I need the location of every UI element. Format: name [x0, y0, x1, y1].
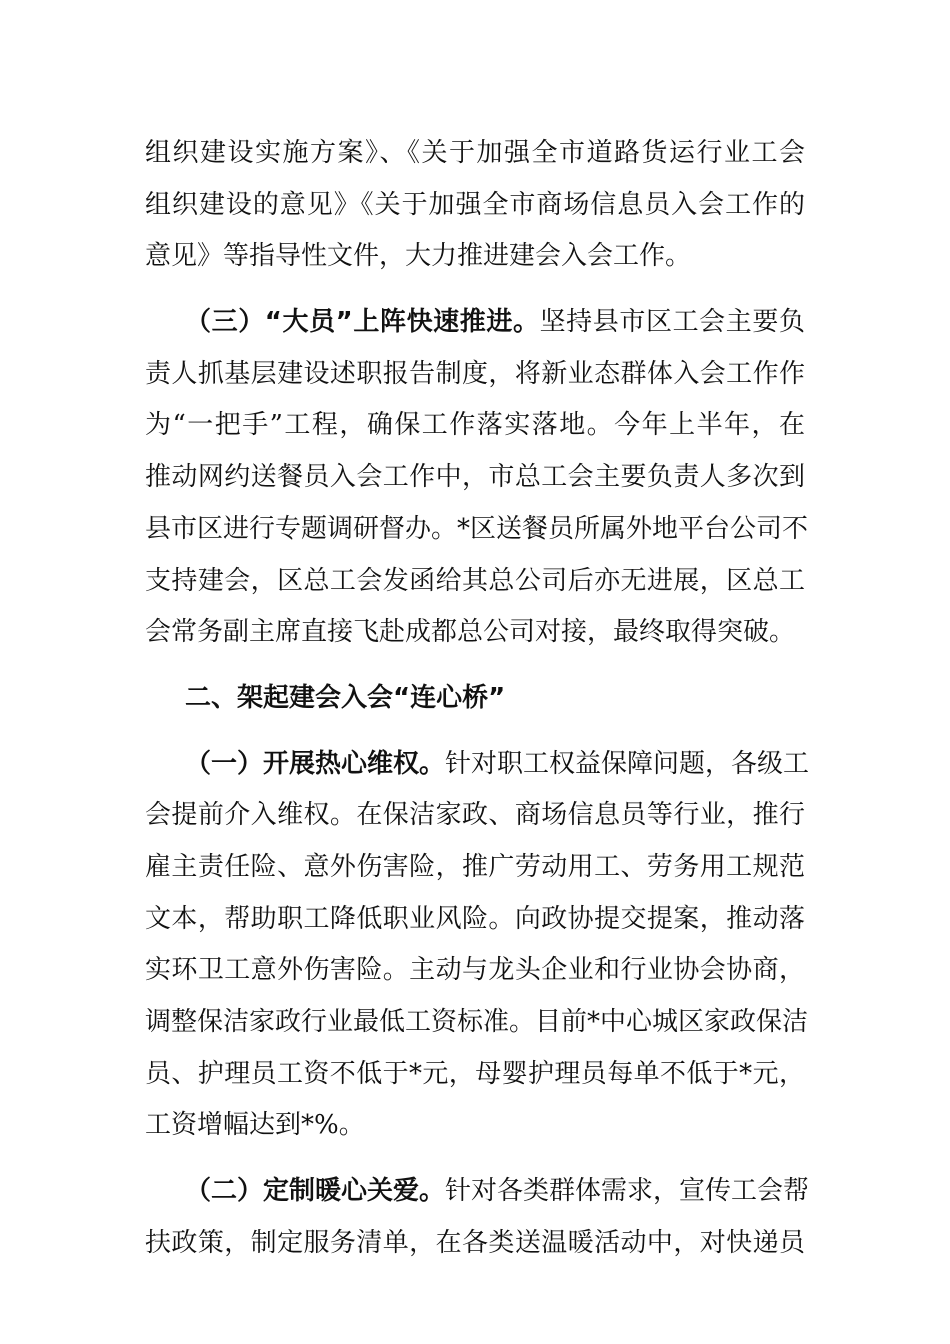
- paragraph-heading: （一）开展热心维权。: [185, 748, 446, 779]
- paragraph-heading: （二）定制暖心关爱。: [185, 1176, 446, 1207]
- text-run: 针对各类群体需求，宣传工会帮: [445, 1176, 810, 1207]
- text-line: 扶政策，制定服务清单，在各类送温暖活动中，对快递员: [145, 1227, 805, 1258]
- text-run: 针对职工权益保障问题，各级工: [445, 748, 810, 779]
- paragraph-continuation: [145, 128, 805, 283]
- paragraph-first-line: [145, 297, 805, 349]
- text-line: 员、护理员工资不低于*元，母婴护理员每单不低于*元，: [145, 1058, 805, 1089]
- paragraph-first-line: [145, 1166, 810, 1218]
- text-line: 雇主责任险、意外伤害险，推广劳动用工、劳务用工规范: [145, 851, 805, 882]
- text-line: 组织建设的意见》《关于加强全市商场信息员入会工作的: [145, 189, 805, 220]
- text-line: 会提前介入维权。在保洁家政、商场信息员等行业，推行: [145, 800, 805, 831]
- text-line: 实环卫工意外伤害险。主动与龙头企业和行业协会协商，: [145, 955, 805, 986]
- text-line: 推动网约送餐员入会工作中，市总工会主要负责人多次到: [145, 462, 805, 493]
- document-page: [145, 128, 810, 1269]
- text-line: 为“一把手”工程，确保工作落实落地。今年上半年，在: [145, 410, 805, 441]
- text-line: 责人抓基层建设述职报告制度，将新业态群体入会工作作: [145, 358, 805, 389]
- text-line: 文本，帮助职工降低职业风险。向政协提交提案，推动落: [145, 903, 805, 934]
- text-run: 坚持县市区工会主要负: [539, 307, 805, 338]
- paragraph-section-1: [145, 739, 810, 1153]
- text-line: 县市区进行专题调研督办。*区送餐员所属外地平台公司不: [145, 513, 809, 544]
- section-title: [145, 673, 805, 725]
- paragraph-first-line: [145, 739, 810, 791]
- text-line: 意见》等指导性文件，大力推进建会入会工作。: [145, 241, 692, 272]
- paragraph-heading: （三）“大员”上阵快速推进。: [185, 307, 540, 338]
- paragraph-section-2: [145, 1166, 810, 1269]
- text-line: 调整保洁家政行业最低工资标准。目前*中心城区家政保洁: [145, 1007, 809, 1037]
- text-line: 会常务副主席直接飞赴成都总公司对接，最终取得突破。: [145, 617, 796, 648]
- paragraph-section-3: [145, 297, 809, 659]
- section-title-text: 二、架起建会入会“连心桥”: [185, 682, 506, 713]
- text-line: 组织建设实施方案》、《关于加强全市道路货运行业工会: [145, 138, 805, 168]
- text-line: 支持建会，区总工会发函给其总公司后亦无进展，区总工: [145, 565, 805, 596]
- text-line: 工资增幅达到*%。: [145, 1110, 365, 1141]
